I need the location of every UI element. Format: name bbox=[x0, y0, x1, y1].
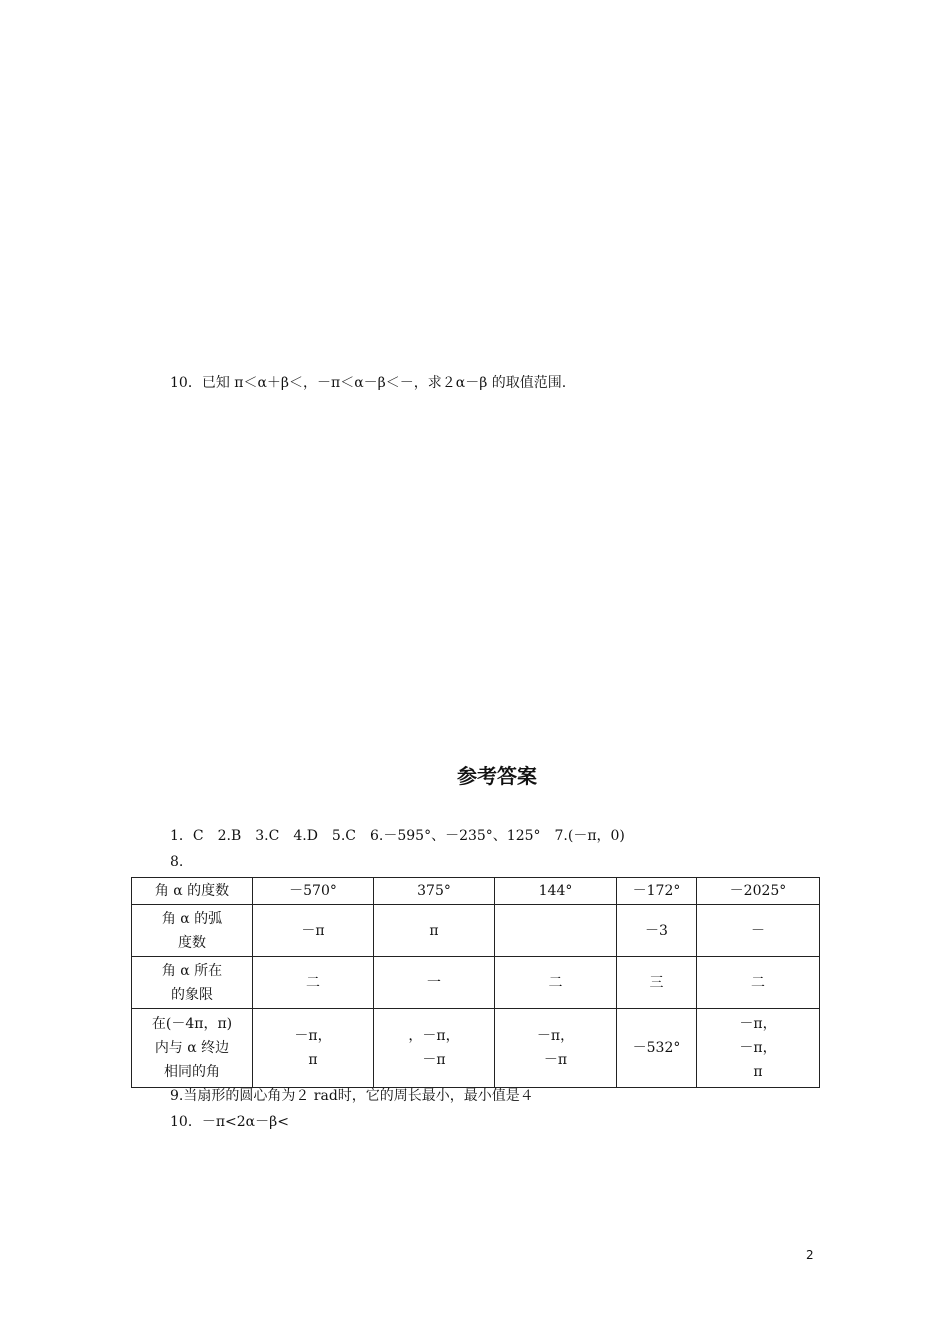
table-cell bbox=[495, 905, 617, 957]
table-cell: －3 bbox=[617, 905, 697, 957]
page-number: 2 bbox=[806, 1248, 814, 1262]
table-row bbox=[132, 905, 820, 957]
table-cell: －2025° bbox=[697, 878, 820, 905]
table-cell: 375° bbox=[374, 878, 495, 905]
table-cell: －172° bbox=[617, 878, 697, 905]
table-cell: －532° bbox=[617, 1009, 697, 1088]
table-cell: 二 bbox=[253, 957, 374, 1009]
table-row-header: 角 α 所在 的象限 bbox=[132, 957, 253, 1009]
table-cell: 二 bbox=[697, 957, 820, 1009]
table-cell: －π， π bbox=[253, 1009, 374, 1088]
answer-10-text: 10．－π<2α－β< bbox=[170, 1114, 289, 1130]
table-cell: －π， －π bbox=[495, 1009, 617, 1088]
table-cell: π bbox=[374, 905, 495, 957]
table-cell: 三 bbox=[617, 957, 697, 1009]
table-row-header: 角 α 的度数 bbox=[132, 878, 253, 905]
answer-8-table bbox=[131, 877, 820, 1088]
table-cell: －π bbox=[253, 905, 374, 957]
table-row-header: 在(－4π，π) 内与 α 终边 相同的角 bbox=[132, 1009, 253, 1088]
table-cell: － bbox=[697, 905, 820, 957]
problem-10-text: 10．已知 π＜α＋β＜，－π＜α－β＜－，求２α－β 的取值范围. bbox=[170, 375, 567, 391]
answers-line-1-7: 1．C 2.B 3.C 4.D 5.C 6.－595°、－235°、125° 7.(－π，0) bbox=[170, 828, 625, 844]
table-row-header: 角 α 的弧 度数 bbox=[132, 905, 253, 957]
answer-section-title: 参考答案 bbox=[457, 764, 537, 788]
table-row bbox=[132, 878, 820, 905]
table-cell: 一 bbox=[374, 957, 495, 1009]
table-cell: 二 bbox=[495, 957, 617, 1009]
answer-8-label: 8. bbox=[170, 854, 184, 870]
table-cell: 144° bbox=[495, 878, 617, 905]
table-row bbox=[132, 957, 820, 1009]
answer-9-text: 9.当扇形的圆心角为２ rad时，它的周长最小，最小值是４ bbox=[170, 1088, 534, 1104]
table-cell: －π， －π， π bbox=[697, 1009, 820, 1088]
table-row bbox=[132, 1009, 820, 1088]
table-cell: ，－π， －π bbox=[374, 1009, 495, 1088]
table-cell: －570° bbox=[253, 878, 374, 905]
